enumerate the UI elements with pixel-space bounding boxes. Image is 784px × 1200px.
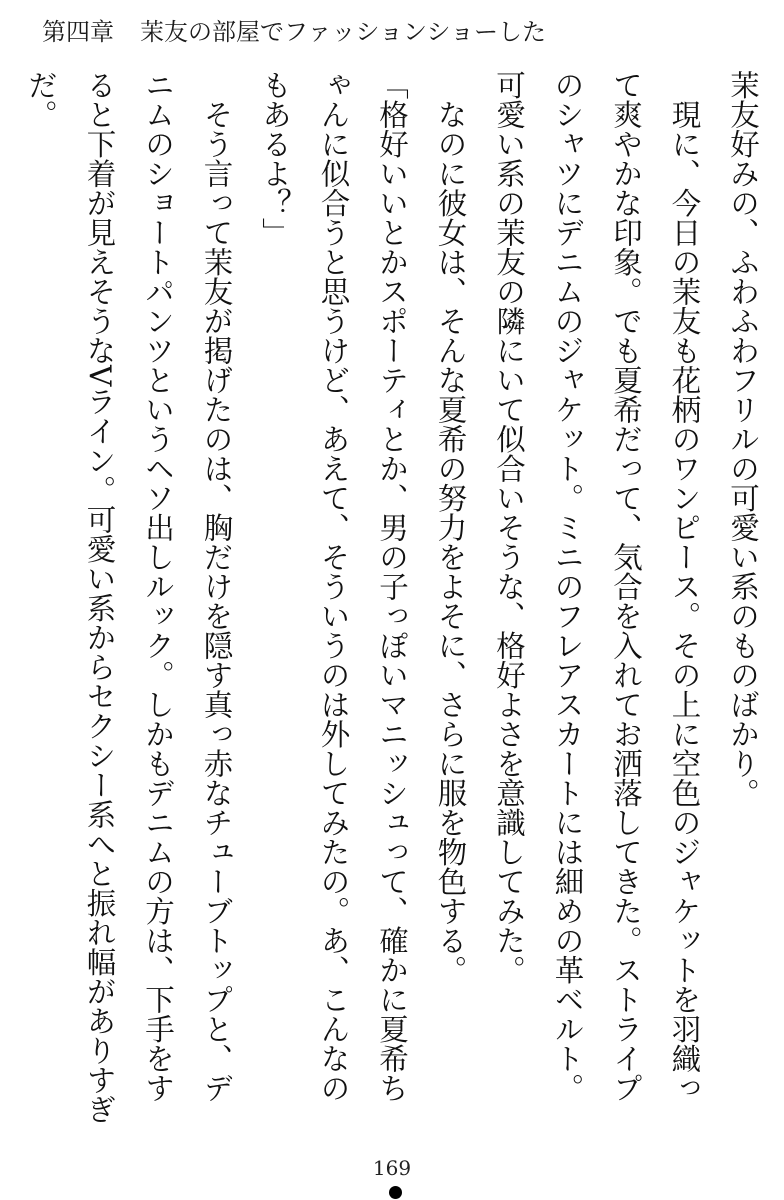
page-dot-marker [389,1186,402,1199]
paragraph: 茉友好みの、ふわふわフリルの可愛い系のものばかり。 [726,70,760,808]
vertical-body-text [24,70,772,1130]
running-head [42,12,546,47]
paragraph: なのに彼女は、そんな夏希の努力をよそに、さらに服を物色する。 [433,70,468,985]
chapter-title: 茉友の部屋でファッションショーした [140,18,546,46]
paragraph: そう言って茉友が掲げたのは、胸だけを隠す真っ赤なチューブトップと、デニムのショートパンツというヘソ出しルック。しかもデニムの方は、下手をすると下着が見えそうなVライン。可愛い系からセクシー系へと振れ幅がありすぎだ。 [24,70,234,1124]
page-number: 169 [372,1156,412,1180]
paragraph: 「格好いいとかスポーティとか、男の子っぽいマニッシュって、確かに夏希ちゃんに似合うと思うけど、あえて、そういうのは外してみたの。あ、こんなのもあるよ？」 [258,70,409,1103]
chapter-label: 第四章 [42,18,114,46]
paragraph [0,70,12,1130]
paragraph: 現に、今日の茉友も花柄のワンピース。その上に空色のジャケットを羽織って爽やかな印象。でも夏希だって、気合を入れてお洒落してきた。ストライプのシャツにデニムのジャケット。ミニのフレアスカートには細めの革ベルト。可愛い系の茉友の隣にいて似合いそうな、格好よさを意識してみた。 [492,70,702,1103]
